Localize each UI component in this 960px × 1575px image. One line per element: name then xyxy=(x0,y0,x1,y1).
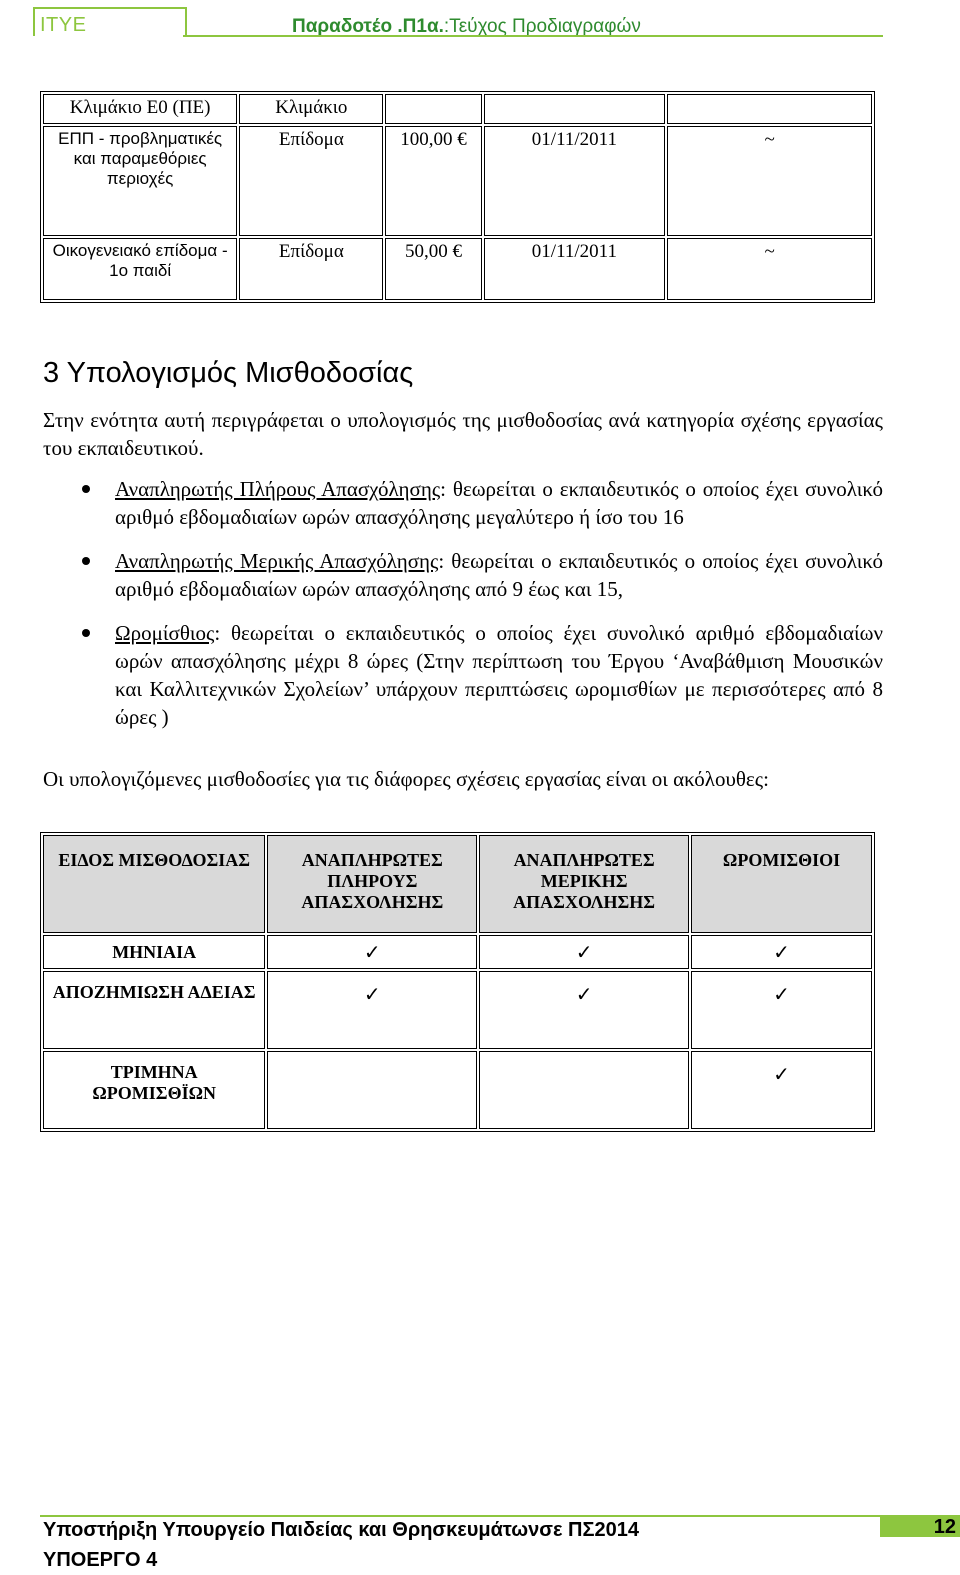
table-cell: ΤΡΙΜΗΝΑ ΩΡΟΜΙΣΘΪΩΝ xyxy=(43,1051,265,1129)
list-item-text: : θεωρείται ο εκπαιδευτικός ο οποίος έχει συνολικό αριθμό εβδομαδιαίων ωρών απασχόλησης από 9 έως και 15, xyxy=(115,549,883,601)
table-cell xyxy=(667,94,872,124)
list-item xyxy=(115,619,883,731)
list-item xyxy=(115,547,883,603)
table-header-cell: ΕΙΔΟΣ ΜΙΣΘΟΔΟΣΙΑΣ xyxy=(43,835,265,933)
footer-text xyxy=(43,1515,843,1575)
section-intro: Στην ενότητα αυτή περιγράφεται ο υπολογισμός της μισθοδοσίας ανά κατηγορία σχέσης εργασίας του εκπαιδευτικού. xyxy=(43,408,883,460)
check-icon: ✓ xyxy=(479,935,689,969)
list-item-term: Αναπληρωτής Πλήρους Απασχόλησης xyxy=(115,477,441,501)
list-item xyxy=(115,475,883,531)
check-icon: ✓ xyxy=(691,971,872,1049)
table-cell: 50,00 € xyxy=(385,238,481,300)
table-cell: 100,00 € xyxy=(385,126,481,236)
table-cell: ΕΠΠ - προβληματικές και παραμεθόριες περιοχές xyxy=(43,126,237,236)
payroll-types-table xyxy=(40,832,875,1132)
table-cell xyxy=(385,94,481,124)
table-row xyxy=(43,238,872,300)
table-header-cell: ΑΝΑΠΛΗΡΩΤΕΣ ΠΛΗΡΟΥΣ ΑΠΑΣΧΟΛΗΣΗΣ xyxy=(267,835,477,933)
check-icon: ✓ xyxy=(691,1051,872,1129)
list-item-term: Ωρομίσθιος xyxy=(115,621,215,645)
bullet-icon xyxy=(82,629,90,637)
section-title: 3 Υπολογισμός Μισθοδοσίας xyxy=(43,357,414,389)
bullet-icon xyxy=(82,485,90,493)
list-item-text: : θεωρείται ο εκπαιδευτικός ο οποίος έχει συνολικό αριθμό εβδομαδιαίων ωρών απασχόλησης μεγαλύτερο ή ίσο του 16 xyxy=(115,477,883,529)
table-cell xyxy=(267,1051,477,1129)
header-rule xyxy=(183,35,883,37)
table-cell: 01/11/2011 xyxy=(484,238,666,300)
table-cell: ΑΠΟΖΗΜΙΩΣΗ ΑΔΕΙΑΣ xyxy=(43,971,265,1049)
table-cell: ~ xyxy=(667,238,872,300)
check-icon: ✓ xyxy=(479,971,689,1049)
table-header-cell: ΑΝΑΠΛΗΡΩΤΕΣ ΜΕΡΙΚΗΣ ΑΠΑΣΧΟΛΗΣΗΣ xyxy=(479,835,689,933)
footer-line-1: Υποστήριξη Υπουργείο Παιδείας και Θρησκευμάτωνσε ΠΣ2014 xyxy=(43,1519,639,1541)
list-item-text: : θεωρείται ο εκπαιδευτικός ο οποίος έχει συνολικό αριθμό εβδομαδιαίων ωρών απασχόλησης μέχρι 8 ώρες (Στην περίπτωση του Έργου ‘Αναβάθμιση Μουσικών και Καλλιτεχνικών Σχολείων’ υπάρχουν περιπτώσεις ωρομισθίων με περισσότερες από 8 ώρες ) xyxy=(115,621,883,729)
table-row xyxy=(43,126,872,236)
allowances-table xyxy=(40,91,875,303)
header-title-deliverable: Παραδοτέο .Π1α. xyxy=(292,16,444,37)
table-cell xyxy=(479,1051,689,1129)
table-cell: Οικογενειακό επίδομα - 1ο παιδί xyxy=(43,238,237,300)
check-icon: ✓ xyxy=(691,935,872,969)
header-logo: ITYE xyxy=(40,14,87,36)
table-row xyxy=(43,935,872,969)
table-row xyxy=(43,94,872,124)
bullet-icon xyxy=(82,557,90,565)
check-icon: ✓ xyxy=(267,971,477,1049)
table-cell: ΜΗΝΙΑΙΑ xyxy=(43,935,265,969)
table-cell: Κλιμάκιο xyxy=(239,94,383,124)
footer-line-2: ΥΠΟΕΡΓΟ 4 xyxy=(43,1549,158,1571)
table-cell: 01/11/2011 xyxy=(484,126,666,236)
table-row xyxy=(43,971,872,1049)
header-title-volume: :Τεύχος Προδιαγραφών xyxy=(443,16,641,37)
table-cell: ~ xyxy=(667,126,872,236)
table-cell: Κλιμάκιο Ε0 (ΠΕ) xyxy=(43,94,237,124)
table-cell: Επίδομα xyxy=(239,126,383,236)
table-header-row xyxy=(43,835,872,933)
table-cell: Επίδομα xyxy=(239,238,383,300)
list-item-term: Αναπληρωτής Μερικής Απασχόλησης xyxy=(115,549,439,573)
table-row xyxy=(43,1051,872,1129)
table-header-cell: ΩΡΟΜΙΣΘΙΟΙ xyxy=(691,835,872,933)
table-cell xyxy=(484,94,666,124)
check-icon: ✓ xyxy=(267,935,477,969)
section-outro: Οι υπολογιζόμενες μισθοδοσίες για τις διάφορες σχέσεις εργασίας είναι οι ακόλουθες: xyxy=(43,767,769,791)
page-number: 12 xyxy=(880,1515,960,1537)
employment-types-list xyxy=(115,475,883,747)
